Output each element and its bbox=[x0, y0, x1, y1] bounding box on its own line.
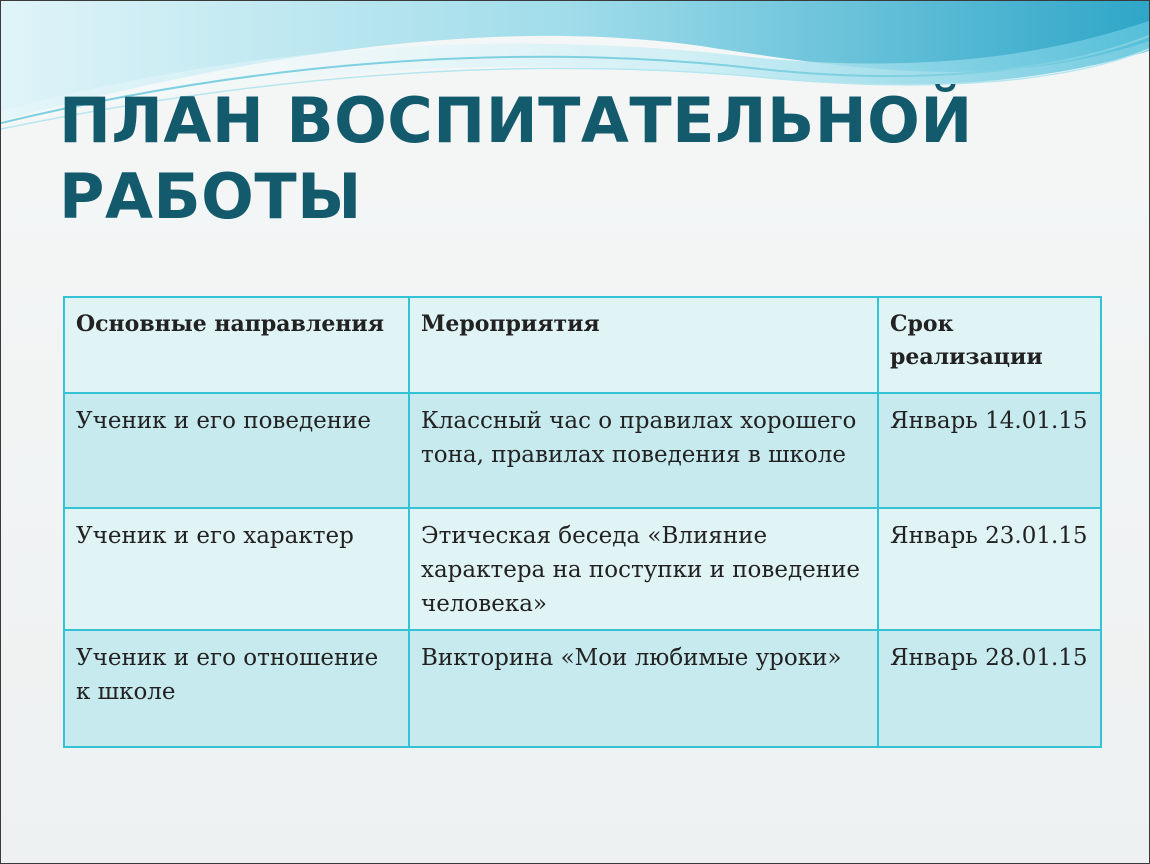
table-row bbox=[64, 508, 1101, 630]
cell-direction: Ученик и его поведение bbox=[64, 393, 409, 508]
cell-activity: Викторина «Мои любимые уроки» bbox=[409, 630, 878, 747]
plan-table bbox=[63, 296, 1102, 748]
cell-activity: Классный час о правилах хорошего тона, правилах поведения в школе bbox=[409, 393, 878, 508]
header-deadline: Срок реализации bbox=[878, 297, 1101, 393]
page-title bbox=[59, 83, 973, 235]
cell-direction: Ученик и его отношение к школе bbox=[64, 630, 409, 747]
header-directions: Основные направления bbox=[64, 297, 409, 393]
table-header-row bbox=[64, 297, 1101, 393]
table-row bbox=[64, 393, 1101, 508]
cell-deadline: Январь 23.01.15 bbox=[878, 508, 1101, 630]
cell-direction: Ученик и его характер bbox=[64, 508, 409, 630]
cell-activity: Этическая беседа «Влияние характера на поступки и поведение человека» bbox=[409, 508, 878, 630]
header-activities: Мероприятия bbox=[409, 297, 878, 393]
cell-deadline: Январь 28.01.15 bbox=[878, 630, 1101, 747]
title-line-1: ПЛАН ВОСПИТАТЕЛЬНОЙ bbox=[59, 84, 973, 157]
cell-deadline: Январь 14.01.15 bbox=[878, 393, 1101, 508]
title-line-2: РАБОТЫ bbox=[59, 160, 362, 233]
table-row bbox=[64, 630, 1101, 747]
